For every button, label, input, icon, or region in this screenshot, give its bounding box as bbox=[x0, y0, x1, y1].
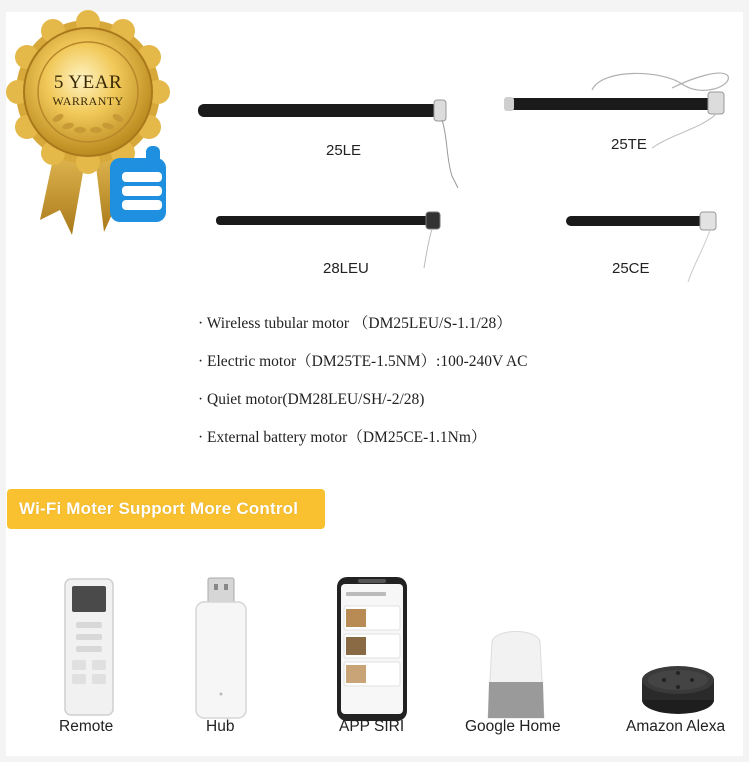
motor-28leu-label: 28LEU bbox=[323, 260, 369, 277]
usb-hub-icon bbox=[194, 576, 250, 722]
motor-25te-label: 25TE bbox=[611, 136, 647, 153]
remote-control-icon bbox=[64, 578, 114, 716]
device-google-home-label: Google Home bbox=[465, 718, 561, 735]
spec-item: · Quiet motor(DM28LEU/SH/-2/28) bbox=[198, 391, 425, 408]
banner-text: Wi-Fi Moter Support More Control bbox=[19, 499, 299, 518]
device-hub-label: Hub bbox=[206, 718, 235, 735]
warranty-label-text: WARRANTY bbox=[52, 94, 124, 108]
device-app-siri-label: APP SIRI bbox=[339, 718, 405, 735]
wifi-control-banner bbox=[7, 489, 325, 529]
smartphone-app-icon bbox=[336, 576, 408, 722]
spec-item: · Wireless tubular motor （DM25LEU/S-1.1/28） bbox=[198, 315, 512, 332]
motor-25ce-label: 25CE bbox=[612, 260, 650, 277]
device-amazon-alexa-label: Amazon Alexa bbox=[626, 718, 726, 735]
warranty-years-text: 5 YEAR bbox=[53, 72, 123, 93]
spec-item: · External battery motor（DM25CE-1.1Nm） bbox=[198, 429, 487, 446]
motor-25le-label: 25LE bbox=[326, 142, 362, 159]
spec-item: · Electric motor（DM25TE-1.5NM）:100-240V AC bbox=[198, 353, 528, 370]
google-home-speaker-icon bbox=[484, 622, 548, 722]
device-remote-label: Remote bbox=[59, 718, 114, 735]
amazon-echo-dot-icon bbox=[640, 660, 716, 718]
warranty-badge bbox=[2, 0, 174, 250]
spec-list bbox=[198, 314, 527, 466]
warranty-seal-icon bbox=[2, 0, 174, 250]
